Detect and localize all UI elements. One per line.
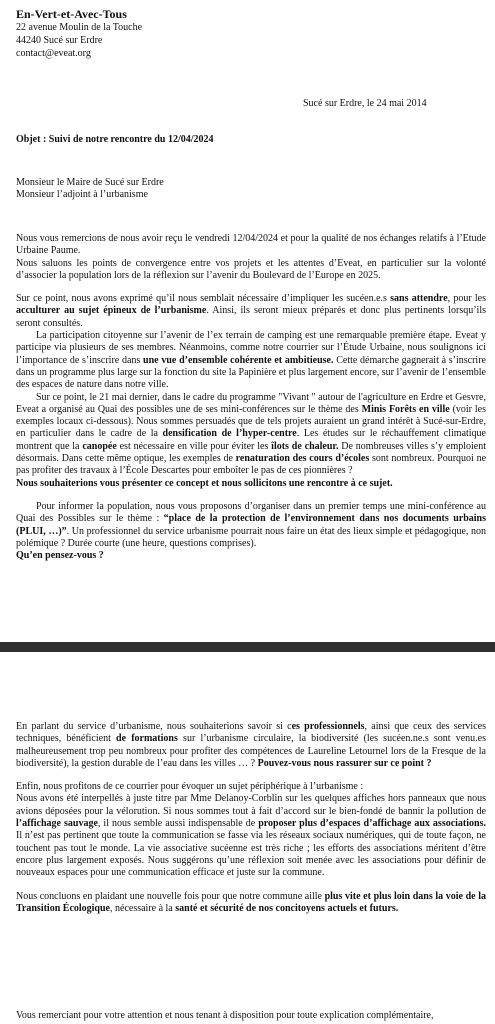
recipient-deputy: Monsieur l’adjoint à l’urbanisme: [16, 189, 148, 200]
paragraph-conference-proposal: Pour informer la population, nous vous proposons d’organiser dans un premier temps une mini-conférence au Quai des Possibles sur le thème : “place de la protection de l’environnement dans nos documents urbains (PLUI, …)”. Un professionnel du service urbanisme pourrait nous faire un état des lieux simple et pédagogique, non polémique ? Durée courte (une heure, questions comprises).: [16, 500, 486, 549]
sender-address-line-2: 44240 Sucé sur Erdre: [16, 35, 103, 46]
sender-email: contact@eveat.org: [16, 48, 91, 59]
paragraph-peripheral-topic: Enfin, nous profitons de ce courrier pour évoquer un sujet périphérique à l’urbanisme :: [16, 781, 364, 793]
paragraph-meeting-request: Nous souhaiterions vous présenter ce concept et nous sollicitons une rencontre à ce sujet.: [16, 477, 393, 489]
paragraph-posters: Nous avons été interpellés à juste titre par Mme Delanoy-Corblin sur les quelques affiches hors panneaux que nous avions déposées pour la vélorution. Si nous sommes tout à fait d’accord sur le bien-fondé de bannir la pollution de l’affichage sauvage, il nous semble aussi indispensable de proposer plus d’espaces d’affichage aux associations. Il n’est pas pertinent que toute la communication se fasse via les réseaux sociaux numériques, qui de toute façon, ne touchent pas tout le monde. La vie associative sucéenne est très riche ; les efforts des associations méritent d’être encore plus largement exposés. Nous suggérons qu’une réflexion soit menée avec les associations pour définir de nouveaux espaces pour une communication efficace et juste sur la commune.: [16, 793, 486, 879]
paragraph-participation: La participation citoyenne sur l’avenir de l’ex terrain de camping est une remarquable première étape. Eveat y participe via plusieurs de ses membres. Néanmoins, comme notre courrier sur l’Étude Urbaine, nous soulignons ici l’importance de s’inscrire dans une vue d’ensemble cohérente et ambitieuse. Cette démarche gagnerait à s’inscrire dans un programme plus large sur la fonction du site la Papinière et plus largement encore, sur l’avenir de l’ensemble des espaces de nature dans notre ville.: [16, 330, 486, 391]
paragraph-involvement: Sur ce point, nous avons exprimé qu’il nous semblait nécessaire d’impliquer les sucéen.e.s sans attendre, pour les acculturer au sujet épineux de l’urbanisme. Ainsi, ils seront mieux préparés et donc plus pertinents lorsqu’ils seront consultés.: [16, 293, 487, 329]
letter-body-page-1: [16, 233, 486, 562]
paragraph-convergence: Nous saluons les points de convergence entre vos projets et les attentes d’Eveat, en particulier sur la volonté d’associer la population lors de la réflexion sur l’avenir du Boulevard de l’Europe en 2025.: [16, 257, 486, 281]
place-date: Sucé sur Erdre, le 24 mai 2014: [303, 98, 427, 109]
sender-block: [16, 7, 142, 60]
recipients-block: [16, 177, 164, 201]
paragraph-closing: Vous remerciant pour votre attention et nous tenant à disposition pour toute explication complémentaire,: [16, 1010, 434, 1021]
subject-line: Objet : Suivi de notre rencontre du 12/04/2024: [16, 134, 214, 145]
recipient-mayor: Monsieur le Maire de Sucé sur Erdre: [16, 177, 164, 188]
paragraph-thanks: Nous vous remercions de nous avoir reçu le vendredi 12/04/2024 et pour la qualité de nos échanges relatifs à l’Etude Urbaine Paume.: [16, 233, 486, 257]
letter-body-page-2: [16, 721, 486, 915]
page-separator: [0, 642, 495, 652]
letter-page-2: [0, 652, 495, 1024]
sender-address-line-1: 22 avenue Moulin de la Touche: [16, 22, 143, 33]
paragraph-conclusion: Nous concluons en plaidant une nouvelle fois pour que notre commune aille plus vite et plus loin dans la voie de la Transition Écologique, nécessaire à la santé et sécurité de nos concitoyens actuels et futurs.: [16, 890, 486, 914]
paragraph-training: En parlant du service d’urbanisme, nous souhaiterions savoir si ces professionnels, ainsi que ceux des services techniques, bénéficient de formations sur l’urbanisme circulaire, la biodiversité (les sucéen.ne.s sont venu.es malheureusement trop peu nombreux pour profiter des compétences de Laureline Letournel lors de la Fresque de la biodiversité), la gestion durable de l’eau dans les villes … ? Pouvez-vous nous rassurer sur ce point ?: [16, 721, 486, 769]
sender-name: En-Vert-et-Avec-Tous: [16, 7, 127, 21]
paragraph-mini-forests: Sur ce point, le 21 mai dernier, dans le cadre du programme "Vivant " autour de l'agriculture en Erdre et Gesvre, Eveat a organisé au Quai des possibles une de ses mini-conférences sur le thème des Minis Forêts en ville (voir les exemples locaux ci-dessous). Nous sommes persuadés que de tels projets auraient un grand intérêt à Sucé-sur-Erdre, en particulier dans le cadre de la densification de l’hyper-centre. Les études sur le réchauffement climatique montrent que la canopée est nécessaire en ville pour éviter les îlots de chaleur. De nombreuses villes s’y emploient désormais. Dans cette même optique, les exemples de renaturation des cours d’écoles sont nombreux. Pourquoi ne pas profiter des travaux à l’École Descartes pour emboîter le pas de ces pionnières ?: [16, 391, 487, 477]
paragraph-question: Qu’en pensez-vous ?: [16, 550, 104, 562]
